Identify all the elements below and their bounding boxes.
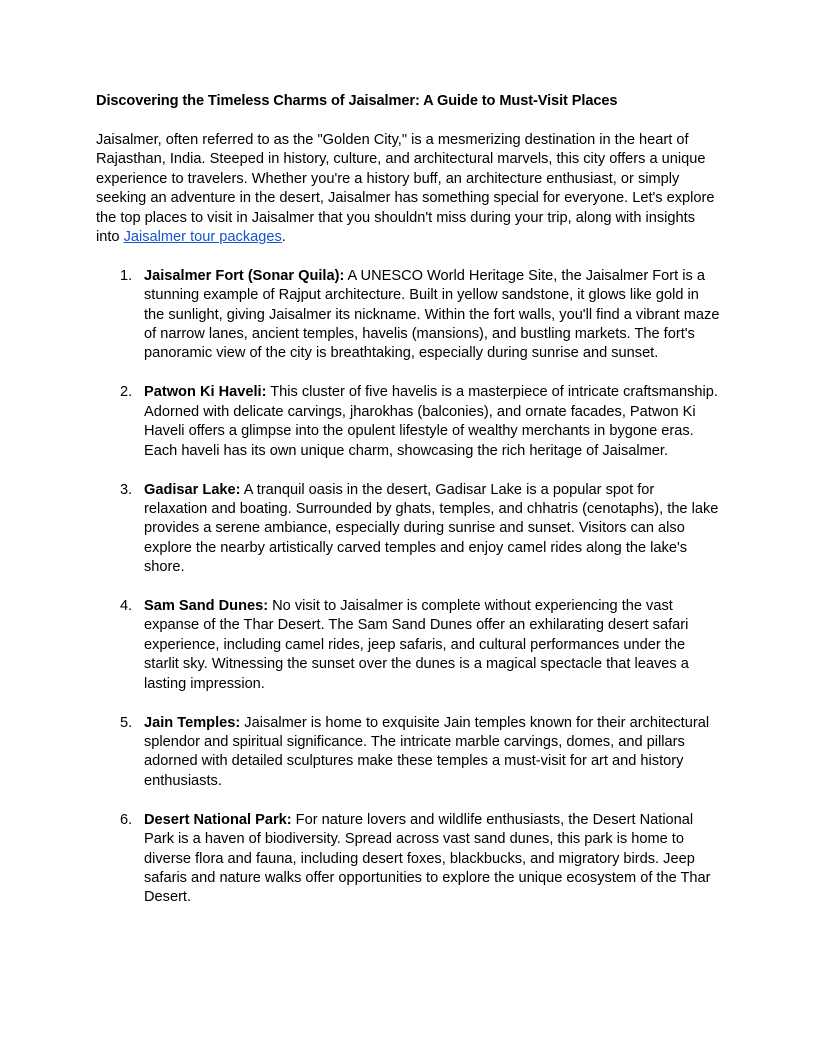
list-number: 5. — [120, 714, 133, 731]
page-title: Discovering the Timeless Charms of Jaisalmer: A Guide to Must-Visit Places — [96, 93, 618, 109]
list-item — [96, 267, 720, 364]
place-name: Jaisalmer Fort (Sonar Quila): — [144, 267, 345, 284]
place-name: Desert National Park: — [144, 811, 292, 828]
list-item — [96, 383, 720, 461]
place-name: Jain Temples: — [144, 714, 241, 731]
list-item — [96, 597, 720, 694]
list-item — [96, 811, 720, 908]
intro-text: Jaisalmer, often referred to as the "Golden City," is a mesmerizing destination in the heart of Rajasthan, India. Steeped in history, culture, and architectural marvels, this city offers a unique experience to travelers. Whether you're a history buff, an architecture enthusiast, or simply seeking an adventure in the desert, Jaisalmer has something special for everyone. Let's explore the top places to visit in Jaisalmer that you shouldn't miss during your trip, along with insights into — [96, 131, 715, 245]
list-number: 4. — [120, 598, 133, 615]
place-name: Sam Sand Dunes: — [144, 598, 269, 615]
place-description: No visit to Jaisalmer is complete without experiencing the vast expanse of the Thar Desert. The Sam Sand Dunes offer an exhilarating desert safari experience, including camel rides, jeep safaris, and cultural performances under the starlit sky. Witnessing the sunset over the dunes is a magical spectacle that leaves a lasting impression. — [144, 598, 689, 692]
place-description: This cluster of five havelis is a masterpiece of intricate craftsmanship. Adorned with delicate carvings, jharokhas (balconies), and ornate facades, Patwon Ki Haveli offers a glimpse into the opulent lifestyle of wealthy merchants in bygone eras. Each haveli has its own unique charm, showcasing the rich heritage of Jaisalmer. — [144, 384, 718, 459]
list-number: 3. — [120, 481, 133, 498]
places-list — [96, 267, 720, 908]
list-item — [96, 481, 720, 578]
place-description: A UNESCO World Heritage Site, the Jaisalmer Fort is a stunning example of Rajput architecture. Built in yellow sandstone, it glows like gold in the sunlight, giving Jaisalmer its nickname. Within the fort walls, you'll find a vibrant maze of narrow lanes, ancient temples, havelis (mansions), and bustling markets. The fort's panoramic view of the city is breathtaking, especially during sunrise and sunset. — [144, 267, 720, 362]
intro-period: . — [281, 228, 286, 245]
list-number: 6. — [120, 811, 133, 828]
tour-packages-link[interactable]: Jaisalmer tour packages — [123, 228, 282, 245]
place-description: A tranquil oasis in the desert, Gadisar Lake is a popular spot for relaxation and boating. Surrounded by ghats, temples, and chhatris (cenotaphs), the lake provides a serene ambiance, especially during sunrise and sunset. Visitors can also explore the nearby artistically carved temples and enjoy camel rides along the lake's shore. — [144, 481, 719, 576]
list-number: 2. — [120, 384, 133, 401]
intro-paragraph — [96, 131, 720, 247]
list-number: 1. — [120, 267, 133, 284]
place-description: For nature lovers and wildlife enthusiasts, the Desert National Park is a haven of biodiversity. Spread across vast sand dunes, this park is home to diverse flora and fauna, including desert foxes, blackbucks, and migratory birds. Jeep safaris and nature walks offer opportunities to explore the unique ecosystem of the Thar Desert. — [144, 811, 711, 906]
document-page — [96, 92, 720, 927]
place-name: Gadisar Lake: — [144, 481, 241, 498]
list-item — [96, 714, 720, 792]
place-description: Jaisalmer is home to exquisite Jain temples known for their architectural splendor and spiritual significance. The intricate marble carvings, domes, and pillars adorned with detailed sculptures make these temples a must-visit for art and history enthusiasts. — [144, 714, 710, 789]
place-name: Patwon Ki Haveli: — [144, 384, 267, 401]
